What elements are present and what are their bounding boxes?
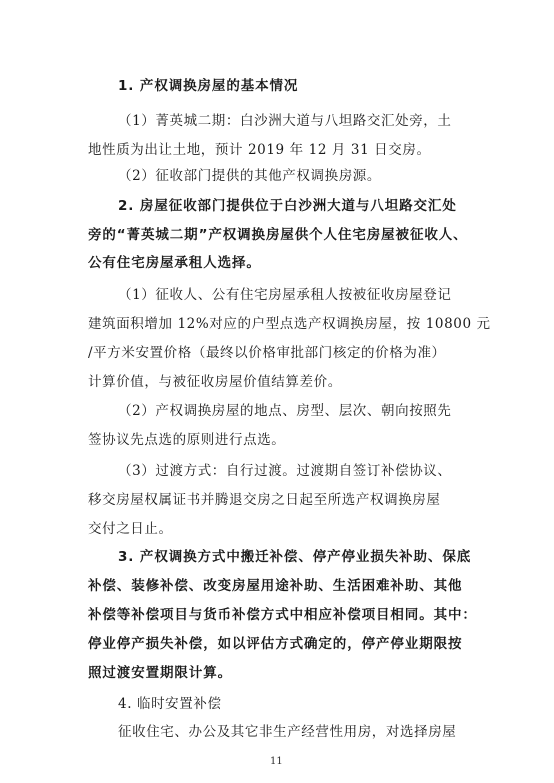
heading-3-line: 补偿、装修补偿、改变房屋用途补助、生活困难补助、其他 xyxy=(88,578,463,594)
heading-3-line: 3. 产权调换方式中搬迁补偿、停产停业损失补助、保底 xyxy=(118,549,472,565)
heading-4: 4. 临时安置补偿 xyxy=(118,696,222,712)
paragraph-line: 签协议先点选的原则进行点选。 xyxy=(88,432,286,448)
paragraph-line: 征收住宅、办公及其它非生产经营性用房，对选择房屋 xyxy=(118,724,457,740)
heading-1: 1. 产权调换房屋的基本情况 xyxy=(118,78,299,94)
paragraph-line: 交付之日止。 xyxy=(88,521,173,537)
heading-3-line: 照过渡安置期限计算。 xyxy=(88,665,232,681)
heading-2-line: 2. 房屋征收部门提供位于白沙洲大道与八坦路交汇处 xyxy=(118,198,457,214)
paragraph-line: /平方米安置价格（最终以价格审批部门核定的价格为准） xyxy=(88,345,446,361)
paragraph-line: 移交房屋权属证书并腾退交房之日起至所选产权调换房屋 xyxy=(88,492,441,508)
page-number: 11 xyxy=(270,756,283,767)
paragraph-line: （3）过渡方式：自行过渡。过渡期自签订补偿协议、 xyxy=(118,463,452,479)
paragraph-line: 计算价值，与被征收房屋价值结算差价。 xyxy=(88,374,342,390)
heading-2-line: 公有住宅房屋承租人选择。 xyxy=(88,255,261,271)
heading-3-line: 补偿等补偿项目与货币补偿方式中相应补偿项目相同。其中： xyxy=(88,607,477,623)
paragraph-line: （2）征收部门提供的其他产权调换房源。 xyxy=(118,168,381,184)
paragraph-line: （1）菁英城二期：白沙洲大道与八坦路交汇处旁，土 xyxy=(118,113,452,129)
paragraph-line: 建筑面积增加 12%对应的户型点选产权调换房屋，按 10800 元 xyxy=(88,316,491,332)
paragraph-line: （2）产权调换房屋的地点、房型、层次、朝向按照先 xyxy=(118,403,452,419)
paragraph-line: 地性质为出让土地，预计 2019 年 12 月 31 日交房。 xyxy=(88,142,431,158)
heading-2-line: 旁的“菁英城二期”产权调换房屋供个人住宅房屋被征收人、 xyxy=(88,227,468,243)
heading-3-line: 停业停产损失补偿，如以评估方式确定的，停产停业期限按 xyxy=(88,636,463,652)
paragraph-line: （1）征收人、公有住宅房屋承租人按被征收房屋登记 xyxy=(118,287,452,303)
